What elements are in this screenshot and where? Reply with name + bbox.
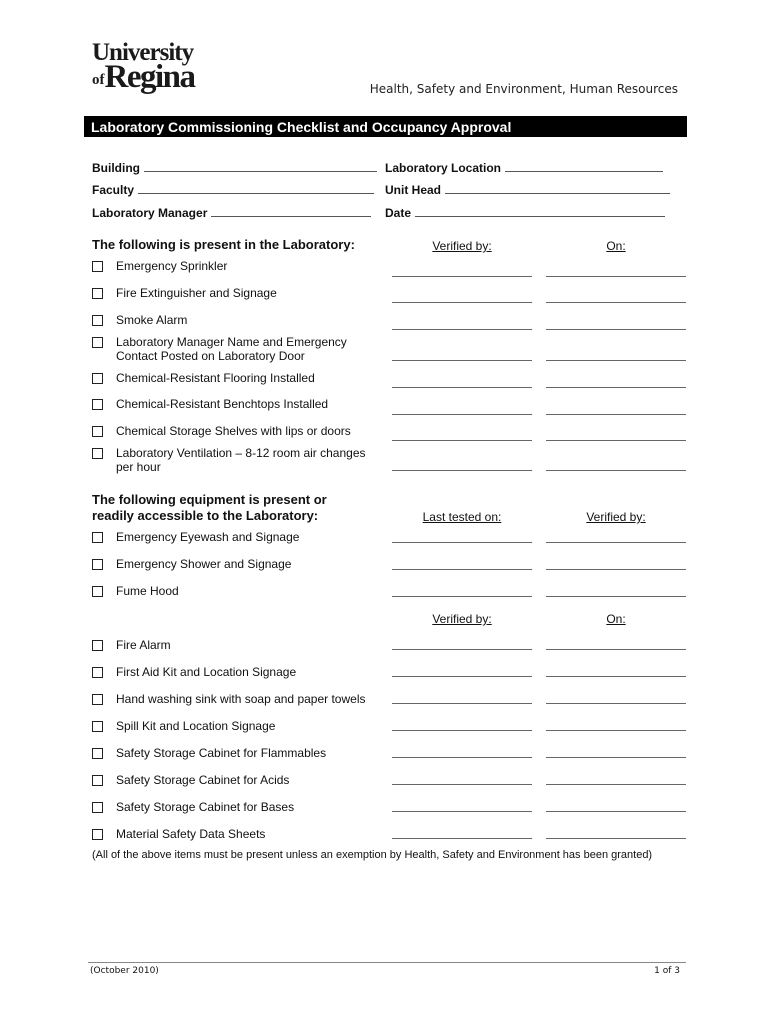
logo-of-regina xyxy=(92,61,195,99)
laboratory-manager-label: Laboratory Manager xyxy=(92,206,208,220)
second-signature-line[interactable] xyxy=(546,596,686,597)
checklist-item-label: Fume Hood xyxy=(116,584,179,598)
first-signature-line[interactable] xyxy=(392,470,532,471)
checklist-item-label: Emergency Eyewash and Signage xyxy=(116,530,300,544)
checklist-item-label: Safety Storage Cabinet for Bases xyxy=(116,800,295,814)
first-signature-line[interactable] xyxy=(392,784,532,785)
checklist-item xyxy=(92,665,376,679)
second-signature-line[interactable] xyxy=(546,838,686,839)
checklist-item xyxy=(92,259,376,273)
section1-col-on: On: xyxy=(606,239,626,253)
page-title: Laboratory Commissioning Checklist and Occupancy Approval xyxy=(91,119,512,135)
second-signature-line[interactable] xyxy=(546,811,686,812)
laboratory-manager-field[interactable] xyxy=(92,206,371,220)
first-signature-line[interactable] xyxy=(392,676,532,677)
checkbox[interactable] xyxy=(92,261,103,272)
first-signature-line[interactable] xyxy=(392,360,532,361)
first-signature-line[interactable] xyxy=(392,440,532,441)
first-signature-line[interactable] xyxy=(392,387,532,388)
checklist-item xyxy=(92,719,376,733)
checkbox[interactable] xyxy=(92,829,103,840)
checkbox[interactable] xyxy=(92,448,103,459)
checklist-item-label: Emergency Shower and Signage xyxy=(116,557,292,571)
section2-col-last-tested-on: Last tested on: xyxy=(422,510,502,524)
checklist-item xyxy=(92,313,376,327)
first-signature-line[interactable] xyxy=(392,276,532,277)
first-signature-line[interactable] xyxy=(392,649,532,650)
date-label: Date xyxy=(385,206,412,220)
checklist-item xyxy=(92,530,376,544)
checklist-item-label: Emergency Sprinkler xyxy=(116,259,228,273)
checkbox[interactable] xyxy=(92,667,103,678)
department-name: Health, Safety and Environment, Human Resources xyxy=(369,82,678,96)
second-signature-line[interactable] xyxy=(546,470,686,471)
second-signature-line[interactable] xyxy=(546,302,686,303)
section1-heading: The following is present in the Laboratory: xyxy=(92,237,355,252)
checklist-item-label: Material Safety Data Sheets xyxy=(116,827,266,841)
logo-regina: Regina xyxy=(104,59,195,95)
second-signature-line[interactable] xyxy=(546,276,686,277)
second-signature-line[interactable] xyxy=(546,730,686,731)
second-signature-line[interactable] xyxy=(546,387,686,388)
first-signature-line[interactable] xyxy=(392,542,532,543)
checklist-item xyxy=(92,397,376,411)
first-signature-line[interactable] xyxy=(392,730,532,731)
first-signature-line[interactable] xyxy=(392,414,532,415)
checklist-item-label: Chemical-Resistant Flooring Installed xyxy=(116,371,315,385)
checkbox[interactable] xyxy=(92,694,103,705)
footer-divider xyxy=(88,962,686,963)
checkbox[interactable] xyxy=(92,802,103,813)
checkbox[interactable] xyxy=(92,337,103,348)
checklist-item xyxy=(92,557,376,571)
second-signature-line[interactable] xyxy=(546,676,686,677)
checklist-item xyxy=(92,746,376,760)
checklist-item-label: Chemical-Resistant Benchtops Installed xyxy=(116,397,329,411)
checkbox[interactable] xyxy=(92,532,103,543)
footer-page-number: 1 of 3 xyxy=(654,966,680,976)
second-signature-line[interactable] xyxy=(546,360,686,361)
footer-date: (October 2010) xyxy=(90,966,159,976)
first-signature-line[interactable] xyxy=(392,596,532,597)
logo-of: of xyxy=(92,72,105,88)
checkbox[interactable] xyxy=(92,748,103,759)
checklist-item-label: Spill Kit and Location Signage xyxy=(116,719,276,733)
date-field[interactable] xyxy=(385,206,665,220)
checklist-item xyxy=(92,446,376,474)
checklist-item-label: First Aid Kit and Location Signage xyxy=(116,665,297,679)
first-signature-line[interactable] xyxy=(392,569,532,570)
checklist-item xyxy=(92,638,376,652)
laboratory-location-field[interactable] xyxy=(385,161,663,175)
checklist-item-label: Smoke Alarm xyxy=(116,313,188,327)
first-signature-line[interactable] xyxy=(392,811,532,812)
second-signature-line[interactable] xyxy=(546,649,686,650)
checklist-item-label: Laboratory Manager Name and Emergency Contact Posted on Laboratory Door xyxy=(116,335,347,363)
first-signature-line[interactable] xyxy=(392,302,532,303)
checkbox[interactable] xyxy=(92,775,103,786)
checklist-item xyxy=(92,827,376,841)
second-signature-line[interactable] xyxy=(546,414,686,415)
first-signature-line[interactable] xyxy=(392,757,532,758)
unit-head-label: Unit Head xyxy=(385,183,442,197)
second-signature-line[interactable] xyxy=(546,440,686,441)
title-bar xyxy=(84,116,687,137)
checklist-item xyxy=(92,773,376,787)
checklist-item-label: Safety Storage Cabinet for Acids xyxy=(116,773,290,787)
section3-col-verified-by: Verified by: xyxy=(432,612,492,626)
checklist-item xyxy=(92,692,376,706)
second-signature-line[interactable] xyxy=(546,703,686,704)
checkbox[interactable] xyxy=(92,373,103,384)
section3-col-on: On: xyxy=(606,612,626,626)
checkbox[interactable] xyxy=(92,288,103,299)
checklist-item-label: Laboratory Ventilation – 8-12 room air changes per hour xyxy=(116,446,366,474)
first-signature-line[interactable] xyxy=(392,703,532,704)
checklist-item-label: Hand washing sink with soap and paper towels xyxy=(116,692,366,706)
section2-col-verified-by: Verified by: xyxy=(586,510,646,524)
second-signature-line[interactable] xyxy=(546,784,686,785)
checklist-item-label: Safety Storage Cabinet for Flammables xyxy=(116,746,327,760)
checkbox[interactable] xyxy=(92,315,103,326)
checklist-item xyxy=(92,371,376,385)
section1-col-verified-by: Verified by: xyxy=(432,239,492,253)
checklist-item xyxy=(92,584,376,598)
date-line[interactable] xyxy=(415,206,665,217)
building-field[interactable] xyxy=(92,161,377,175)
faculty-field[interactable] xyxy=(92,183,374,197)
checkbox[interactable] xyxy=(92,721,103,732)
unit-head-line[interactable] xyxy=(445,183,670,194)
checklist-item xyxy=(92,286,376,300)
second-signature-line[interactable] xyxy=(546,757,686,758)
logo-university: University xyxy=(92,39,194,66)
faculty-label: Faculty xyxy=(92,183,135,197)
checklist-item xyxy=(92,335,376,363)
second-signature-line[interactable] xyxy=(546,569,686,570)
first-signature-line[interactable] xyxy=(392,838,532,839)
building-line[interactable] xyxy=(144,161,377,172)
checklist-item xyxy=(92,800,376,814)
second-signature-line[interactable] xyxy=(546,329,686,330)
first-signature-line[interactable] xyxy=(392,329,532,330)
checklist-item-label: Fire Alarm xyxy=(116,638,171,652)
checkbox[interactable] xyxy=(92,640,103,651)
checkbox[interactable] xyxy=(92,399,103,410)
checklist-item xyxy=(92,424,376,438)
checkbox[interactable] xyxy=(92,586,103,597)
checkbox[interactable] xyxy=(92,559,103,570)
unit-head-field[interactable] xyxy=(385,183,670,197)
checkbox[interactable] xyxy=(92,426,103,437)
exemption-note: (All of the above items must be present unless an exemption by Health, Safety and Environment has been granted) xyxy=(92,849,653,861)
laboratory-manager-line[interactable] xyxy=(211,206,371,217)
laboratory-location-line[interactable] xyxy=(505,161,663,172)
second-signature-line[interactable] xyxy=(546,542,686,543)
building-label: Building xyxy=(92,161,140,175)
checklist-item-label: Chemical Storage Shelves with lips or doors xyxy=(116,424,351,438)
laboratory-location-label: Laboratory Location xyxy=(385,161,502,175)
section2-heading: The following equipment is present or readily accessible to the Laboratory: xyxy=(92,492,327,523)
checklist-item-label: Fire Extinguisher and Signage xyxy=(116,286,277,300)
faculty-line[interactable] xyxy=(138,183,374,194)
